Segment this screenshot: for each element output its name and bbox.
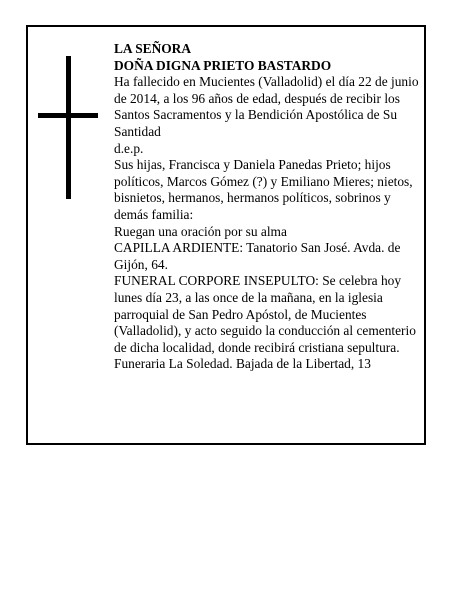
chapel-paragraph: CAPILLA ARDIENTE: Tanatorio San José. Avda. de Gijón, 64.	[114, 240, 401, 272]
cross-horizontal-bar	[38, 113, 98, 118]
family-paragraph: Sus hijas, Francisca y Daniela Panedas Prieto; hijos políticos, Marcos Gómez (?) y Emiliano Mieres; nietos, bisnietos, hermanos, hermanos políticos, sobrinos y demás familia:	[114, 157, 413, 222]
death-notice-paragraph: Ha fallecido en Mucientes (Valladolid) el día 22 de junio de 2014, a los 96 años de edad, después de recibir los Santos Sacramentos y la Bendición Apostólica de Su Santidad	[114, 74, 419, 139]
cross-vertical-bar	[66, 56, 71, 199]
deceased-name: DOÑA DIGNA PRIETO BASTARDO	[114, 57, 332, 73]
obituary-notice-frame	[26, 25, 426, 445]
funeral-paragraph: FUNERAL CORPORE INSEPULTO: Se celebra hoy lunes día 23, a las once de la mañana, en la iglesia parroquial de San Pedro Apóstol, de Mucientes (Valladolid), y acto seguido la conducción al cementerio de dicha localidad, donde recibirá cristiana sepultura.	[114, 273, 416, 355]
prayer-request-line: Ruegan una oración por su alma	[114, 223, 287, 239]
dep-line: d.e.p.	[114, 140, 144, 156]
obituary-text	[114, 41, 420, 373]
cross-icon	[38, 56, 98, 199]
heading-title: LA SEÑORA	[114, 41, 192, 56]
funeral-home-line: Funeraria La Soledad. Bajada de la Libertad, 13	[114, 356, 371, 372]
